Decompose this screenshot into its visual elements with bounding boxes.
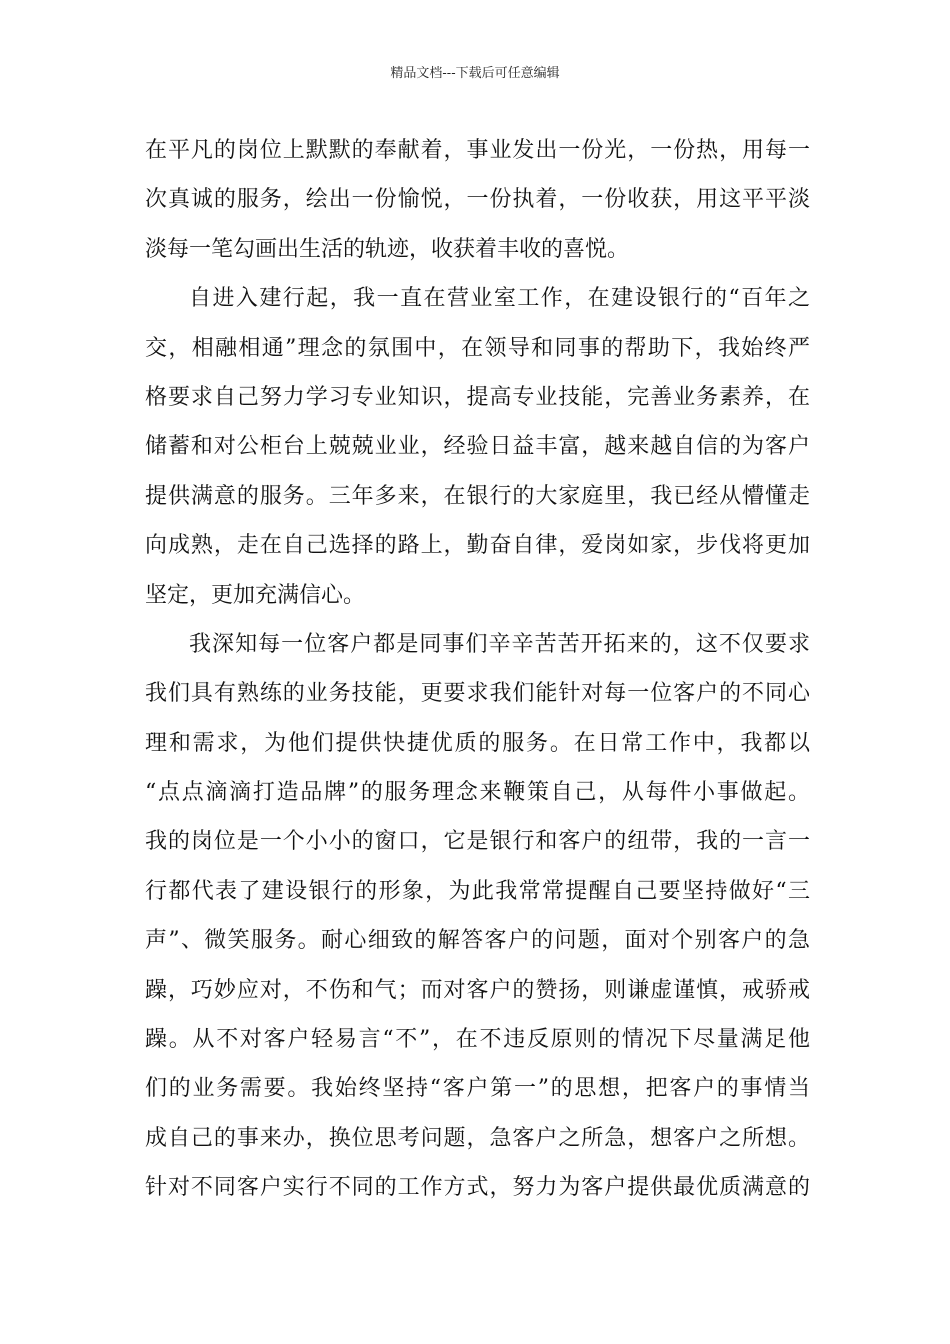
text-line: 我的岗位是一个小小的窗口，它是银行和客户的纽带，我的一言一 bbox=[145, 829, 810, 855]
text-line: 自进入建行起，我一直在营业室工作，在建设银行的“百年之 bbox=[189, 286, 810, 312]
text-line: 针对不同客户实行不同的工作方式，努力为客户提供最优质满意的 bbox=[145, 1175, 810, 1201]
text-line: 躁，巧妙应对，不伤和气；而对客户的赞扬，则谦虚谨慎，戒骄戒 bbox=[145, 977, 810, 1003]
text-line: “点点滴滴打造品牌”的服务理念来鞭策自己，从每件小事做起。 bbox=[145, 780, 810, 806]
paragraph-1 bbox=[145, 126, 810, 274]
text-line: 成自己的事来办，换位思考问题，急客户之所急，想客户之所想。 bbox=[145, 1125, 810, 1151]
text-line: 向成熟，走在自己选择的路上，勤奋自律，爱岗如家，步伐将更加 bbox=[145, 533, 810, 559]
text-line: 储蓄和对公柜台上兢兢业业，经验日益丰富，越来越自信的为客户 bbox=[145, 434, 810, 460]
text-line: 声”、微笑服务。耐心细致的解答客户的问题，面对个别客户的急 bbox=[145, 928, 810, 954]
text-line: 淡每一笔勾画出生活的轨迹，收获着丰收的喜悦。 bbox=[145, 236, 630, 262]
paragraph-3 bbox=[145, 620, 810, 1213]
page-header: 精品文档---下载后可任意编辑 bbox=[390, 66, 560, 81]
text-line: 躁。从不对客户轻易言“不”，在不违反原则的情况下尽量满足他 bbox=[145, 1027, 810, 1053]
text-line: 格要求自己努力学习专业知识，提高专业技能，完善业务素养，在 bbox=[145, 384, 810, 410]
text-line: 行都代表了建设银行的形象，为此我常常提醒自己要坚持做好“三 bbox=[145, 878, 810, 904]
text-line: 次真诚的服务，绘出一份愉悦，一份执着，一份收获，用这平平淡 bbox=[145, 187, 810, 213]
text-line: 在平凡的岗位上默默的奉献着，事业发出一份光，一份热，用每一 bbox=[145, 138, 810, 163]
text-line: 提供满意的服务。三年多来，在银行的大家庭里，我已经从懵懂走 bbox=[145, 483, 810, 509]
text-line: 坚定，更加充满信心。 bbox=[145, 582, 366, 608]
paragraph-2 bbox=[145, 274, 810, 620]
text-line: 我深知每一位客户都是同事们辛辛苦苦开拓来的，这不仅要求 bbox=[189, 631, 810, 657]
text-line: 交，相融相通”理念的氛围中，在领导和同事的帮助下，我始终严 bbox=[145, 335, 810, 361]
document-body bbox=[145, 126, 810, 1213]
text-line: 们的业务需要。我始终坚持“客户第一”的思想，把客户的事情当 bbox=[145, 1076, 810, 1102]
text-line: 理和需求，为他们提供快捷优质的服务。在日常工作中，我都以 bbox=[145, 730, 810, 756]
text-line: 我们具有熟练的业务技能，更要求我们能针对每一位客户的不同心 bbox=[145, 681, 810, 707]
